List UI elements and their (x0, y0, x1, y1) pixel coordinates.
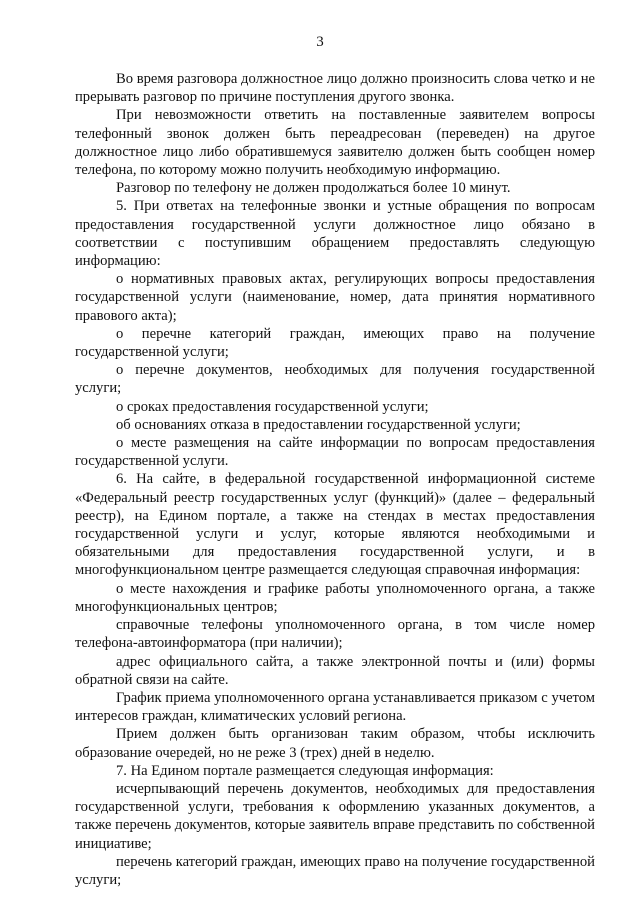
paragraph: Разговор по телефону не должен продолжаться более 10 минут. (116, 180, 511, 197)
list-item: о нормативных правовых актах, регулирующих вопросы предоставления государственной услуги (наименование, номер, дата принятия нормативного правового акта); (75, 271, 595, 324)
list-item: о сроках предоставления государственной услуги; (116, 398, 429, 415)
paragraph: 6. На сайте, в федеральной государственной информационной системе «Федеральный реестр государственных услуг (функций)» (далее – федеральный реестр), на Едином портале, а также на стендах в местах предоставления государственной услуги и услуг, которые являются необходимыми и обязательными для предоставления государственной услуги, и в многофункциональном центре размещается следующая справочная информация: (75, 471, 595, 579)
page-number: 3 (316, 34, 324, 50)
paragraph: Прием должен быть организован таким образом, чтобы исключить образование очередей, но не реже 3 (трех) дней в неделю. (75, 726, 595, 761)
list-item: о месте размещения на сайте информации по вопросам предоставления государственной услуги. (75, 435, 595, 470)
list-item: перечень категорий граждан, имеющих право на получение государственной услуги; (75, 853, 595, 888)
list-item: о перечне категорий граждан, имеющих право на получение государственной услуги; (75, 325, 595, 361)
list-item: об основаниях отказа в предоставлении государственной услуги; (116, 416, 521, 433)
paragraph: График приема уполномоченного органа устанавливается приказом с учетом интересов граждан, климатических условий региона. (75, 689, 595, 725)
paragraph: При невозможности ответить на поставленные заявителем вопросы телефонный звонок должен быть переадресован (переведен) на другое должностное лицо либо обратившемуся заявителю должен быть сообщен номер телефона, по которому можно получить необходимую информацию. (75, 107, 595, 179)
list-item: исчерпывающий перечень документов, необходимых для предоставления государственной услуги, требования к оформлению указанных документов, а также перечень документов, которые заявитель вправе представить по собственной инициативе; (75, 780, 595, 852)
paragraph: 5. При ответах на телефонные звонки и устные обращения по вопросам предоставления государственной услуги должностное лицо обязано в соответствии с поступившим обращением предоставлять следующую информацию: (75, 198, 595, 270)
list-item: адрес официального сайта, а также электронной почты и (или) формы обратной связи на сайте. (75, 653, 595, 688)
paragraph: 7. На Едином портале размещается следующая информация: (116, 762, 494, 779)
paragraph: Во время разговора должностное лицо должно произносить слова четко и не прерывать разговор по причине поступления другого звонка. (75, 71, 595, 106)
list-item: о месте нахождения и графике работы уполномоченного органа, а также многофункциональных центров; (75, 580, 595, 615)
list-item: справочные телефоны уполномоченного органа, в том числе номер телефона-автоинформатора (при наличии); (75, 617, 595, 652)
list-item: о перечне документов, необходимых для получения государственной услуги; (75, 362, 595, 397)
document-body (75, 70, 595, 889)
